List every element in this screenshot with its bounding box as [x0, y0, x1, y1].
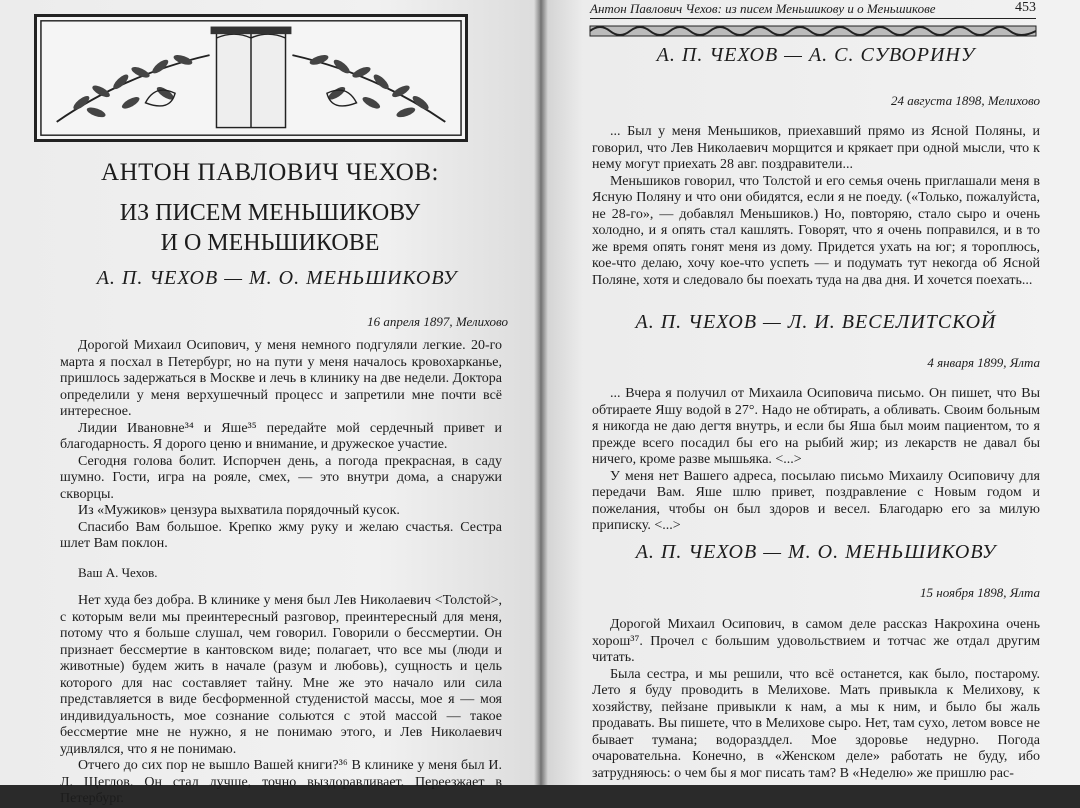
paragraph: Дорогой Михаил Осипович, в самом деле рассказ Накрохина очень хорош³⁷. Прочел с большим удовольствием и тотчас же отдал другим читать.: [592, 617, 1040, 665]
left-page: [0, 0, 540, 806]
book-gutter: [534, 0, 548, 785]
paragraph: Из «Мужиков» цензура выхватила порядочный кусок.: [78, 503, 400, 518]
running-head-title: Антон Павлович Чехов: из писем Меньшикову и о Меньшикове: [590, 1, 936, 16]
ornamental-headpiece: [34, 14, 468, 142]
letter-heading: А. П. ЧЕХОВ — М. О. МЕНЬШИКОВУ: [635, 541, 997, 563]
decorative-rule-icon: [590, 23, 1036, 39]
paragraph: ... Был у меня Меньшиков, приехавший прямо из Ясной Поляны, и говорил, что Лев Николаевич морщится и крякает при одной мысли, что к нему могут приехать 28 авг. поздравители...: [592, 124, 1040, 172]
letter-date: 4 января 1899, Ялта: [927, 355, 1040, 370]
letter-date: 16 апреля 1897, Мелихово: [367, 314, 508, 329]
letter-heading: А. П. ЧЕХОВ — А. С. СУВОРИНУ: [656, 44, 976, 66]
paragraph: Дорогой Михаил Осипович, у меня немного подгуляли легкие. 20-го марта я посхал в Петербург, но на пути у меня началось кровохарканье, пришлось задержаться в Москве и лечь в клинику на две недели. Доктора определили у меня верхушечный процесс и запретили мне почти всё интересное.: [60, 338, 502, 419]
letter-date: 24 августа 1898, Мелихово: [891, 93, 1040, 108]
paragraph: Нет худа без добра. В клинике у меня был Лев Николаевич <Толстой>, с которым вели мы преинтересный разговор, преинтересный для меня, потому что я больше слушал, чем говорил. Говорили о бессмертии. Он признает бессмертие в кантовском виде; полагает, что все мы (люди и животные) будем жить в начале (разум и любовь), сущность и цель которого для нас составляет тайну. Мне же это начало или сила представляется в виде бесформенной студенистой массы, мое я — моя индивидуальность, мое сознание сольются с этой массой — такое бессмертие мне не нужно, я не понимаю этого, и Лев Николаевич удивлялся, что я не понимаю.: [60, 593, 502, 757]
signature: Ваш А. Чехов.: [78, 564, 158, 580]
article-subtitle-line-2: И О МЕНЬШИКОВЕ: [160, 230, 380, 256]
article-subtitle-line-1: ИЗ ПИСЕМ МЕНЬШИКОВУ: [119, 200, 421, 226]
paragraph: Меньшиков говорил, что Толстой и его семья очень приглашали меня в Ясную Поляну и что они обидятся, если я не поеду. («Только, пожалуйста, не 28-го», — добавлял Меньшиков.) Но, повторяю, стало сыро и очень холодно, и я опять стал кашлять. Говорят, что я очень поправился, и в то же время опять гонят меня из дому. Придется ухать на юг; я тороплюсь, кое-что делаю, хочу кое-что успеть — и подумать тут некогда об Ясной Поляне, хотя и следовало бы поехать туда на два дня. И хочется поехать...: [592, 173, 1040, 288]
page-number: 453: [1015, 0, 1036, 15]
letter-body: [592, 617, 1040, 782]
paragraph: Лидии Ивановне³⁴ и Яше³⁵ передайте мой сердечный привет и благодарность. Я дорого ценю и внимание, и дружеское участие.: [60, 420, 502, 452]
laurel-ornament-icon: [37, 17, 465, 139]
letter-body: [60, 338, 502, 808]
running-head: [590, 0, 1036, 19]
letter-date: 15 ноября 1898, Ялта: [920, 585, 1040, 600]
letter-heading: А. П. ЧЕХОВ — М. О. МЕНЬШИКОВУ: [96, 267, 458, 289]
paragraph: Отчего до сих пор не вышло Вашей книги?³⁶ В клинике у меня был И. Л. Щеглов. Он стал лучше, точно выздоравливает. Переезжает в Петербург.: [60, 758, 502, 806]
paragraph: Сегодня голова болит. Испорчен день, а погода прекрасная, в саду шумно. Гости, игра на рояле, смех, — это внутри дома, а снаружи скворцы.: [60, 453, 502, 502]
letter-body: [592, 124, 1040, 289]
letter-body: [592, 386, 1040, 535]
paragraph: Спасибо Вам большое. Крепко жму руку и желаю счастья. Сестра шлет Вам поклон.: [60, 519, 502, 551]
article-title: АНТОН ПАВЛОВИЧ ЧЕХОВ:: [101, 159, 439, 186]
letter-heading: А. П. ЧЕХОВ — Л. И. ВЕСЕЛИТСКОЙ: [635, 311, 997, 333]
paragraph: Была сестра, и мы решили, что всё останется, как было, постарому. Лето я буду проводить в Мелихове. Мать привыкла к Мелихову, к хозяйству, пейзане привыкли к нам, а мы к ним, и было бы жаль продавать. Вы пишете, что в Мелихове сыро. Нет, там сухо, летом вовсе не бывает тумана; водоразддел. Мое здоровье недурно. Погода очаровательна. Конечно, в «Женском деле» работать не буду, ибо затрудняюсь: о чем бы я мог писать там? В «Неделю» же пришлю рас-: [592, 666, 1040, 781]
article-title-block: [40, 158, 500, 258]
paragraph: У меня нет Вашего адреса, посылаю письмо Михаилу Осиповичу для передачи Вам. Яше шлю привет, поздравление с Новым годом и пожелания, чтобы он был здоров и весел. Благодарю его за милую приписку. <...>: [592, 468, 1040, 533]
paragraph: ... Вчера я получил от Михаила Осиповича письмо. Он пишет, что Вы обтираете Яшу водой в 27°. Надо не обтирать, а обливать. Своим больным я никогда не даю дегтя внутрь, и если бы Яша был моим пациентом, то я прежде всего посадил бы его на рыбий жир; из лекарств не давал бы ничего, кроме разве мышьяка. <...>: [592, 386, 1040, 467]
